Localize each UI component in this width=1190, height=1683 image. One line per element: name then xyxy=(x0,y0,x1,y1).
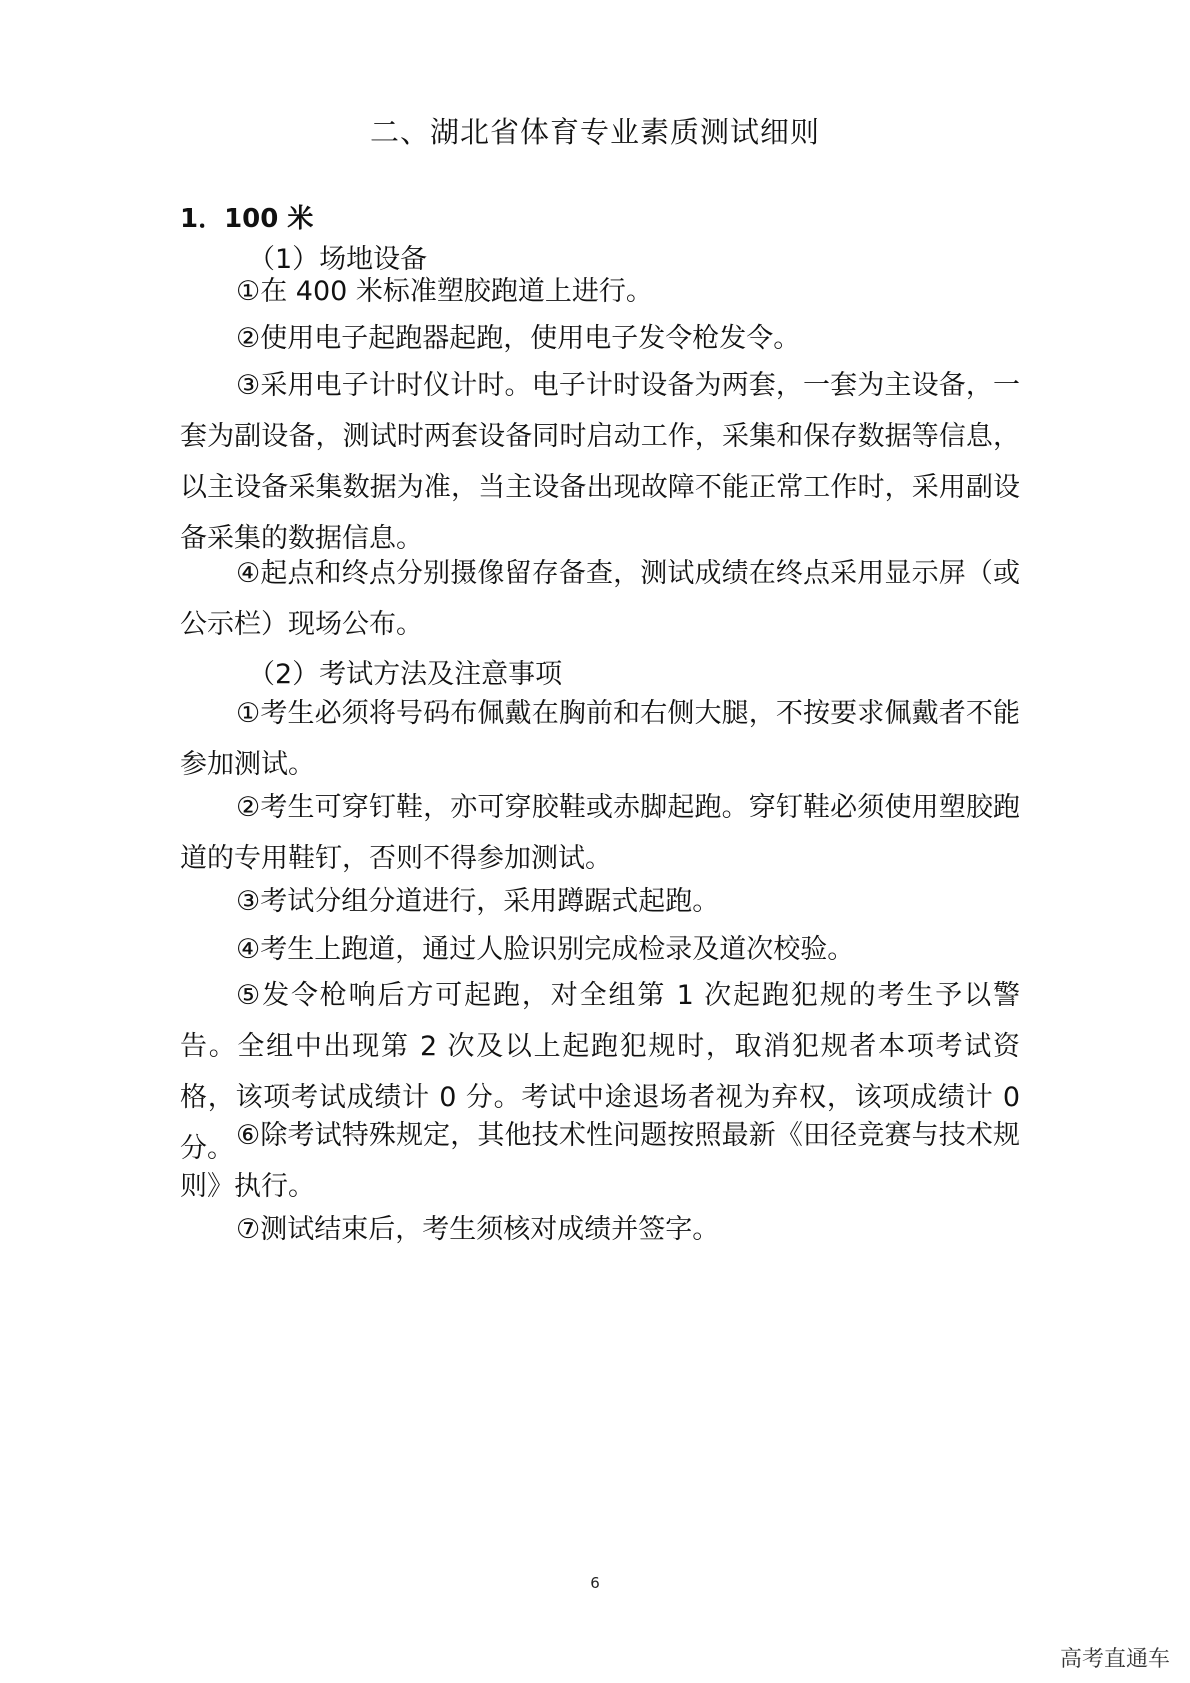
paragraph-1: ①在 400 米标准塑胶跑道上进行。 xyxy=(236,276,653,307)
paragraph-4: ④起点和终点分别摄像留存备查，测试成绩在终点采用显示屏（或公示栏）现场公布。 xyxy=(180,558,1020,640)
paragraph-10: ⑥除考试特殊规定，其他技术性问题按照最新《田径竞赛与技术规则》执行。 xyxy=(180,1120,1020,1202)
paragraph-5: ①考生必须将号码布佩戴在胸前和右侧大腿，不按要求佩戴者不能参加测试。 xyxy=(180,698,1020,780)
paragraph-3: ③采用电子计时仪计时。电子计时设备为两套，一套为主设备，一套为副设备，测试时两套设备同时启动工作，采集和保存数据等信息，以主设备采集数据为准，当主设备出现故障不能正常工作时，采用副设备采集的数据信息。 xyxy=(180,370,1020,554)
watermark: 高考直通车 xyxy=(1059,1647,1170,1672)
paragraph-9: ⑤发令枪响后方可起跑，对全组第 1 次起跑犯规的考生予以警告。全组中出现第 2 次及以上起跑犯规时，取消犯规者本项考试资格，该项考试成绩计 0 分。考试中途退场者视为弃权，该项成绩计 0 分。 xyxy=(180,980,1020,1164)
paragraph-2: ②使用电子起跑器起跑，使用电子发令枪发令。 xyxy=(236,323,801,354)
paragraph-7: ③考试分组分道进行，采用蹲踞式起跑。 xyxy=(236,886,720,917)
paragraph-11: ⑦测试结束后，考生须核对成绩并签字。 xyxy=(236,1214,720,1245)
subheading-method: （2）考试方法及注意事项 xyxy=(248,659,563,690)
paragraph-6: ②考生可穿钉鞋，亦可穿胶鞋或赤脚起跑。穿钉鞋必须使用塑胶跑道的专用鞋钉，否则不得参加测试。 xyxy=(180,792,1020,874)
paragraph-8: ④考生上跑道，通过人脸识别完成检录及道次校验。 xyxy=(236,934,855,965)
subheading-equipment: （1）场地设备 xyxy=(248,244,428,275)
page-title: 二、湖北省体育专业素质测试细则 xyxy=(369,115,820,149)
page-number: 6 xyxy=(590,1574,600,1592)
section-heading: 1．100 米 xyxy=(180,204,314,234)
